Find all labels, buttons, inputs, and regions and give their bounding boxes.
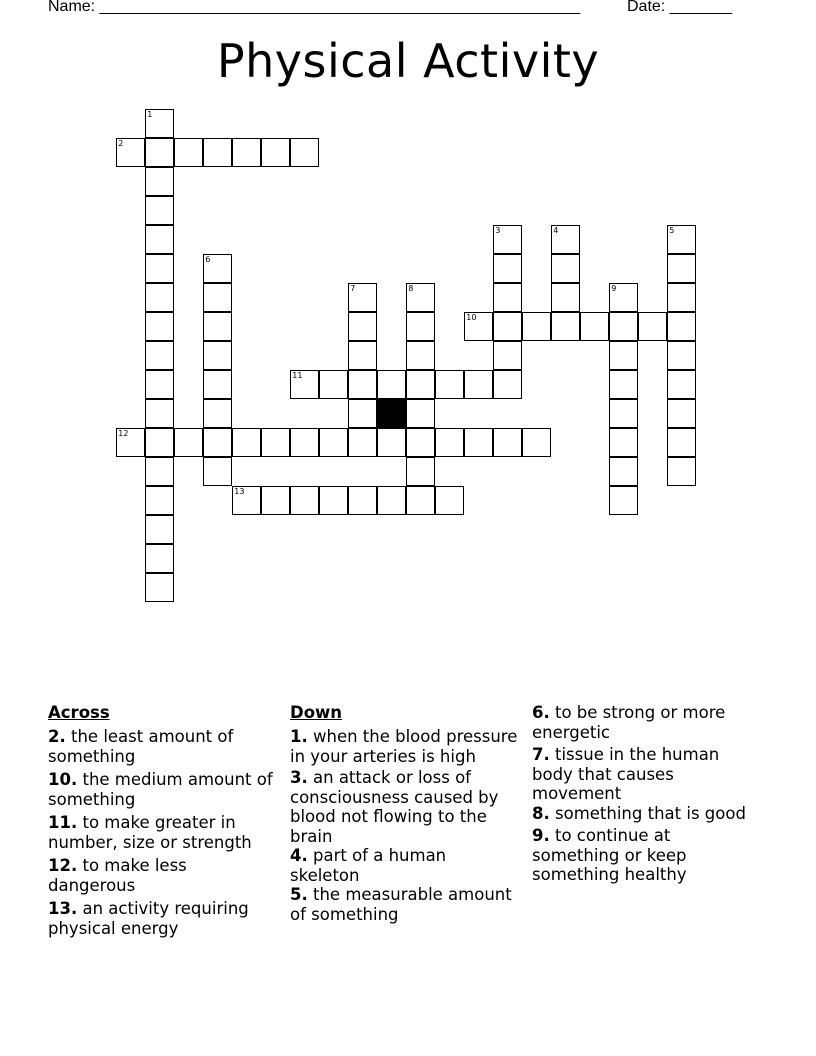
black-cell [377, 399, 406, 428]
name-field-label: Name: ______________________________________________________ [48, 0, 581, 15]
grid-cell[interactable] [667, 283, 696, 312]
grid-cell[interactable] [493, 225, 522, 254]
clue-text: something that is good [555, 803, 746, 823]
grid-cell[interactable] [406, 486, 435, 515]
clue-number: 5. [290, 885, 308, 904]
grid-cell[interactable] [377, 428, 406, 457]
grid-cell[interactable] [145, 196, 174, 225]
clue-text: an attack or loss of consciousness caused by blood not flowing to the brain [290, 768, 499, 846]
grid-cell[interactable] [145, 283, 174, 312]
clue-across-2 [48, 727, 276, 766]
grid-cell[interactable] [203, 283, 232, 312]
clue-text: tissue in the human body that causes movement [532, 745, 720, 803]
clue-text: the least amount of something [48, 727, 234, 766]
grid-cell[interactable] [348, 370, 377, 399]
clue-down-9 [532, 826, 760, 885]
across-clues [48, 703, 276, 942]
clue-number-label: 13 [234, 487, 245, 497]
grid-cell[interactable] [493, 341, 522, 370]
grid-cell[interactable] [667, 225, 696, 254]
clue-text: to make greater in number, size or strength [48, 813, 252, 852]
clue-number-label: 12 [118, 429, 129, 439]
grid-cell[interactable] [522, 312, 551, 341]
grid-cell[interactable] [319, 428, 348, 457]
grid-cell[interactable] [551, 312, 580, 341]
clue-down-4 [290, 846, 518, 885]
grid-cell[interactable] [290, 486, 319, 515]
grid-cell[interactable] [638, 312, 667, 341]
grid-cell[interactable] [145, 138, 174, 167]
grid-cell[interactable] [667, 341, 696, 370]
grid-cell[interactable] [493, 370, 522, 399]
clue-down-8 [532, 804, 760, 824]
clue-number-label: 4 [553, 226, 559, 236]
grid-cell[interactable] [145, 399, 174, 428]
grid-cell[interactable] [203, 341, 232, 370]
grid-cell[interactable] [145, 254, 174, 283]
grid-cell[interactable] [377, 370, 406, 399]
grid-cell[interactable] [667, 457, 696, 486]
grid-cell[interactable] [464, 312, 493, 341]
clue-text: when the blood pressure in your arteries is high [290, 727, 518, 766]
clue-number: 11. [48, 813, 78, 832]
clue-number-label: 11 [292, 371, 303, 381]
grid-cell[interactable] [319, 486, 348, 515]
grid-cell[interactable] [145, 428, 174, 457]
clue-number: 7. [532, 745, 550, 764]
clue-number-label: 10 [466, 313, 477, 323]
grid-cell[interactable] [174, 428, 203, 457]
clue-number-label: 7 [350, 284, 356, 294]
grid-cell[interactable] [609, 428, 638, 457]
clue-text: the measurable amount of something [290, 885, 512, 924]
page-title: Physical Activity [216, 34, 600, 88]
grid-cell[interactable] [145, 457, 174, 486]
grid-cell[interactable] [435, 486, 464, 515]
grid-cell[interactable] [145, 312, 174, 341]
grid-cell[interactable] [348, 486, 377, 515]
grid-cell[interactable] [261, 138, 290, 167]
grid-cell[interactable] [145, 544, 174, 573]
grid-cell[interactable] [609, 341, 638, 370]
grid-cell[interactable] [580, 312, 609, 341]
clue-number-label: 8 [408, 284, 414, 294]
clue-down-3 [290, 768, 518, 846]
grid-cell[interactable] [406, 399, 435, 428]
grid-cell[interactable] [667, 254, 696, 283]
clue-number: 4. [290, 846, 308, 865]
grid-cell[interactable] [145, 370, 174, 399]
clue-number: 13. [48, 899, 78, 918]
clue-down-1 [290, 727, 518, 766]
grid-cell[interactable] [493, 428, 522, 457]
grid-cell[interactable] [348, 312, 377, 341]
clue-number: 9. [532, 826, 550, 845]
grid-cell[interactable] [232, 428, 261, 457]
grid-cell[interactable] [174, 138, 203, 167]
grid-cell[interactable] [609, 399, 638, 428]
grid-cell[interactable] [609, 312, 638, 341]
across-heading: Across [48, 703, 110, 722]
clue-across-11 [48, 813, 276, 852]
grid-cell[interactable] [522, 428, 551, 457]
grid-cell[interactable] [319, 370, 348, 399]
grid-cell[interactable] [145, 341, 174, 370]
grid-cell[interactable] [551, 225, 580, 254]
clue-number: 2. [48, 727, 66, 746]
grid-cell[interactable] [667, 312, 696, 341]
grid-cell[interactable] [348, 341, 377, 370]
grid-cell[interactable] [609, 486, 638, 515]
grid-cell[interactable] [290, 428, 319, 457]
grid-cell[interactable] [203, 428, 232, 457]
grid-cell[interactable] [551, 254, 580, 283]
grid-cell[interactable] [464, 428, 493, 457]
clue-number: 8. [532, 803, 550, 823]
grid-cell[interactable] [145, 515, 174, 544]
grid-cell[interactable] [116, 428, 145, 457]
clue-number-label: 5 [669, 226, 675, 236]
clue-number-label: 2 [118, 139, 124, 149]
grid-cell[interactable] [406, 341, 435, 370]
clue-text: an activity requiring physical energy [48, 899, 249, 938]
clue-text: the medium amount of something [48, 770, 273, 809]
grid-cell[interactable] [203, 312, 232, 341]
clue-number: 1. [290, 727, 308, 746]
clue-number: 3. [290, 768, 308, 787]
grid-cell[interactable] [667, 399, 696, 428]
grid-cell[interactable] [406, 370, 435, 399]
clue-number-label: 6 [205, 255, 211, 265]
grid-cell[interactable] [667, 370, 696, 399]
grid-cell[interactable] [145, 225, 174, 254]
clue-down-7 [532, 745, 760, 804]
clue-number: 12. [48, 856, 78, 875]
down-clues-col1 [290, 703, 518, 928]
grid-cell[interactable] [406, 457, 435, 486]
grid-cell[interactable] [435, 370, 464, 399]
clue-number-label: 1 [147, 110, 153, 120]
grid-cell[interactable] [203, 254, 232, 283]
down-clues-col2 [532, 703, 760, 889]
grid-cell[interactable] [203, 138, 232, 167]
grid-cell[interactable] [377, 486, 406, 515]
date-field-label: Date: _______ [627, 0, 732, 15]
grid-cell[interactable] [609, 370, 638, 399]
grid-cell[interactable] [493, 283, 522, 312]
grid-cell[interactable] [667, 428, 696, 457]
grid-cell[interactable] [609, 283, 638, 312]
grid-cell[interactable] [203, 457, 232, 486]
grid-cell[interactable] [261, 428, 290, 457]
grid-cell[interactable] [493, 254, 522, 283]
grid-cell[interactable] [551, 283, 580, 312]
grid-cell[interactable] [232, 486, 261, 515]
down-heading: Down [290, 703, 343, 722]
clue-number: 10. [48, 770, 78, 789]
grid-cell[interactable] [406, 312, 435, 341]
clue-text: to make less dangerous [48, 856, 187, 895]
clue-text: to be strong or more energetic [532, 703, 726, 742]
clue-text: part of a human skeleton [290, 846, 447, 885]
grid-cell[interactable] [145, 167, 174, 196]
grid-cell[interactable] [435, 428, 464, 457]
clue-number-label: 3 [495, 226, 501, 236]
grid-cell[interactable] [203, 399, 232, 428]
grid-cell[interactable] [290, 138, 319, 167]
grid-cell[interactable] [348, 283, 377, 312]
grid-cell[interactable] [116, 138, 145, 167]
grid-cell[interactable] [203, 370, 232, 399]
clue-across-12 [48, 856, 276, 895]
clue-across-13 [48, 899, 276, 938]
grid-cell[interactable] [145, 486, 174, 515]
grid-cell[interactable] [609, 457, 638, 486]
grid-cell[interactable] [232, 138, 261, 167]
clue-down-6 [532, 703, 760, 742]
grid-cell[interactable] [493, 312, 522, 341]
grid-cell[interactable] [348, 399, 377, 428]
grid-cell[interactable] [145, 573, 174, 602]
grid-cell[interactable] [464, 370, 493, 399]
clue-number-label: 9 [611, 284, 617, 294]
grid-cell[interactable] [145, 109, 174, 138]
clue-number: 6. [532, 703, 550, 722]
grid-cell[interactable] [406, 428, 435, 457]
clue-down-5 [290, 885, 518, 924]
grid-cell[interactable] [290, 370, 319, 399]
grid-cell[interactable] [348, 428, 377, 457]
clue-across-10 [48, 770, 276, 809]
clue-text: to continue at something or keep something healthy [532, 826, 687, 884]
grid-cell[interactable] [406, 283, 435, 312]
grid-cell[interactable] [261, 486, 290, 515]
